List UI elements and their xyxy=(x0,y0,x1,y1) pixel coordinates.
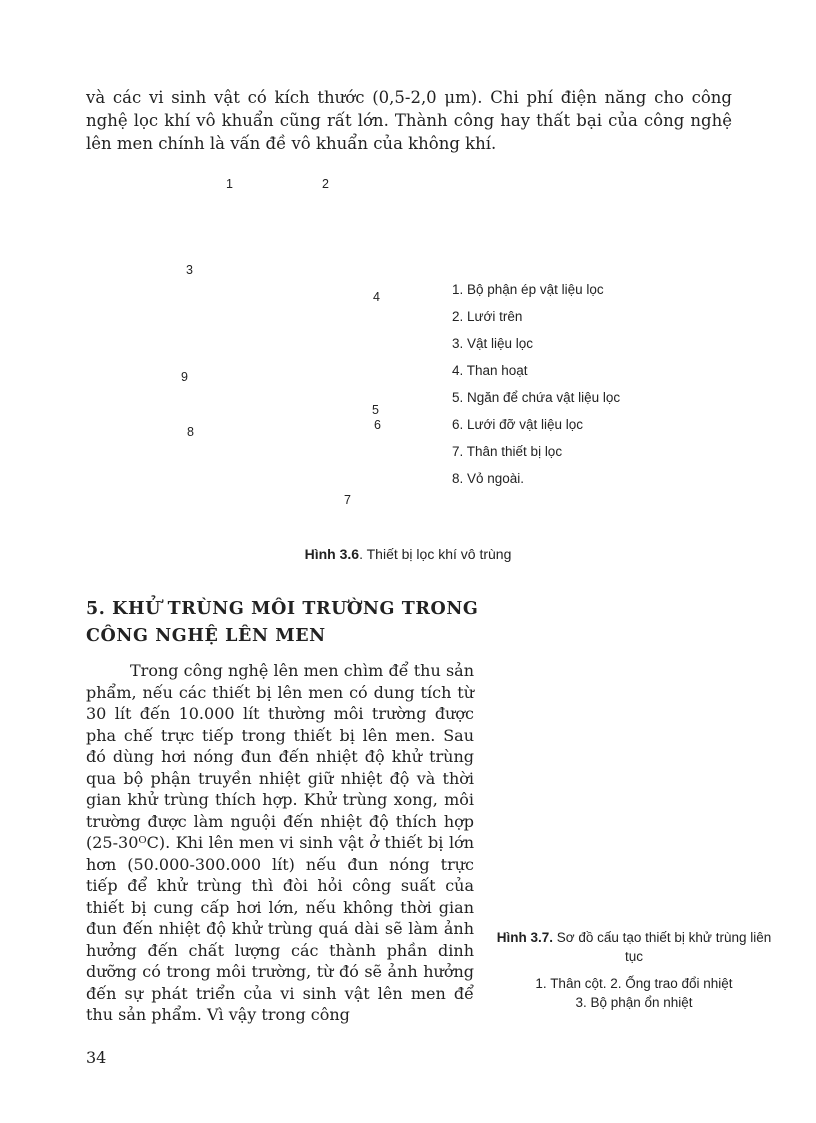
callout-3: 3 xyxy=(186,263,193,277)
caption-text: Sơ đồ cấu tạo thiết bị khử trùng liên tục xyxy=(552,930,772,964)
page-number: 34 xyxy=(86,1048,107,1067)
section-title-line2: CÔNG NGHỆ LÊN MEN xyxy=(86,626,326,646)
section-title xyxy=(86,596,486,650)
intro-text: và các vi sinh vật có kích thước (0,5-2,0 μm). Chi phí điện năng cho công nghệ lọc khí vô khuẩn cũng rất lớn. Thành công hay thất bại của công nghệ lên men chính là vấn đề vô khuẩn của không khí. xyxy=(86,88,732,153)
caption-items-line1: 1. Thân cột. 2. Ống trao đổi nhiệt xyxy=(535,976,733,991)
callout-1: 1 xyxy=(226,177,233,191)
legend-item: 7. Thân thiết bị lọc xyxy=(452,444,563,459)
callout-4: 4 xyxy=(373,290,380,304)
callout-9: 9 xyxy=(181,370,188,384)
caption-label: Hình 3.6 xyxy=(304,546,360,562)
caption xyxy=(496,928,772,966)
callout-5: 5 xyxy=(372,403,379,417)
section-title-line1: 5. KHỬ TRÙNG MÔI TRƯỜNG TRONG xyxy=(86,599,479,619)
figure-3-6-caption xyxy=(0,546,816,562)
intro-paragraph xyxy=(86,86,732,155)
legend-item: 6. Lưới đỡ vật liệu lọc xyxy=(452,417,584,432)
callout-2: 2 xyxy=(322,177,329,191)
caption-text: . Thiết bị lọc khí vô trùng xyxy=(359,546,512,562)
caption-label: Hình 3.7. xyxy=(496,930,553,945)
callout-8: 8 xyxy=(187,425,194,439)
caption-items-line2: 3. Bộ phận ổn nhiệt xyxy=(575,995,693,1010)
legend-item: 3. Vật liệu lọc xyxy=(452,336,534,351)
legend-item: 1. Bộ phận ép vật liệu lọc xyxy=(452,282,604,297)
legend-item: 4. Than hoạt xyxy=(452,363,528,378)
section-body: Trong công nghệ lên men chìm để thu sản phẩm, nếu các thiết bị lên men có dung tích từ 30 lít đến 10.000 lít thường môi trường được pha chế trực tiếp trong thiết bị lên men. Sau đó dùng hơi nóng đun đến nhiệt độ khử trùng qua bộ phận truyền nhiệt giữ nhiệt độ và thời gian khử trùng thích hợp. Khử trùng xong, môi trường được làm nguội đến nhiệt độ thích hợp (25-30ᴼC). Khi lên men vi sinh vật ở thiết bị lớn hơn (50.000-300.000 lít) nếu đun nóng trực tiếp để khử trùng thì đòi hỏi công suất của thiết bị cung cấp hơi lớn, nếu không thời gian đun đến nhiệt độ khử trùng quá dài sẽ làm ảnh hưởng đến chất lượng các thành phần dinh dưỡng có trong môi trường, từ đó sẽ ảnh hưởng đến sự phát triển của vi sinh vật lên men để thu sản phẩm. Vì vậy trong công xyxy=(86,661,474,1024)
legend-item: 2. Lưới trên xyxy=(452,309,523,324)
legend-item: 8. Vỏ ngoài. xyxy=(452,471,525,486)
figure-3-7-caption xyxy=(496,928,772,1012)
callout-6: 6 xyxy=(374,418,381,432)
legend-item: 5. Ngăn để chứa vật liệu lọc xyxy=(452,390,621,405)
figure-legend xyxy=(452,280,620,496)
caption-items xyxy=(496,974,772,1012)
callout-7: 7 xyxy=(344,493,351,507)
